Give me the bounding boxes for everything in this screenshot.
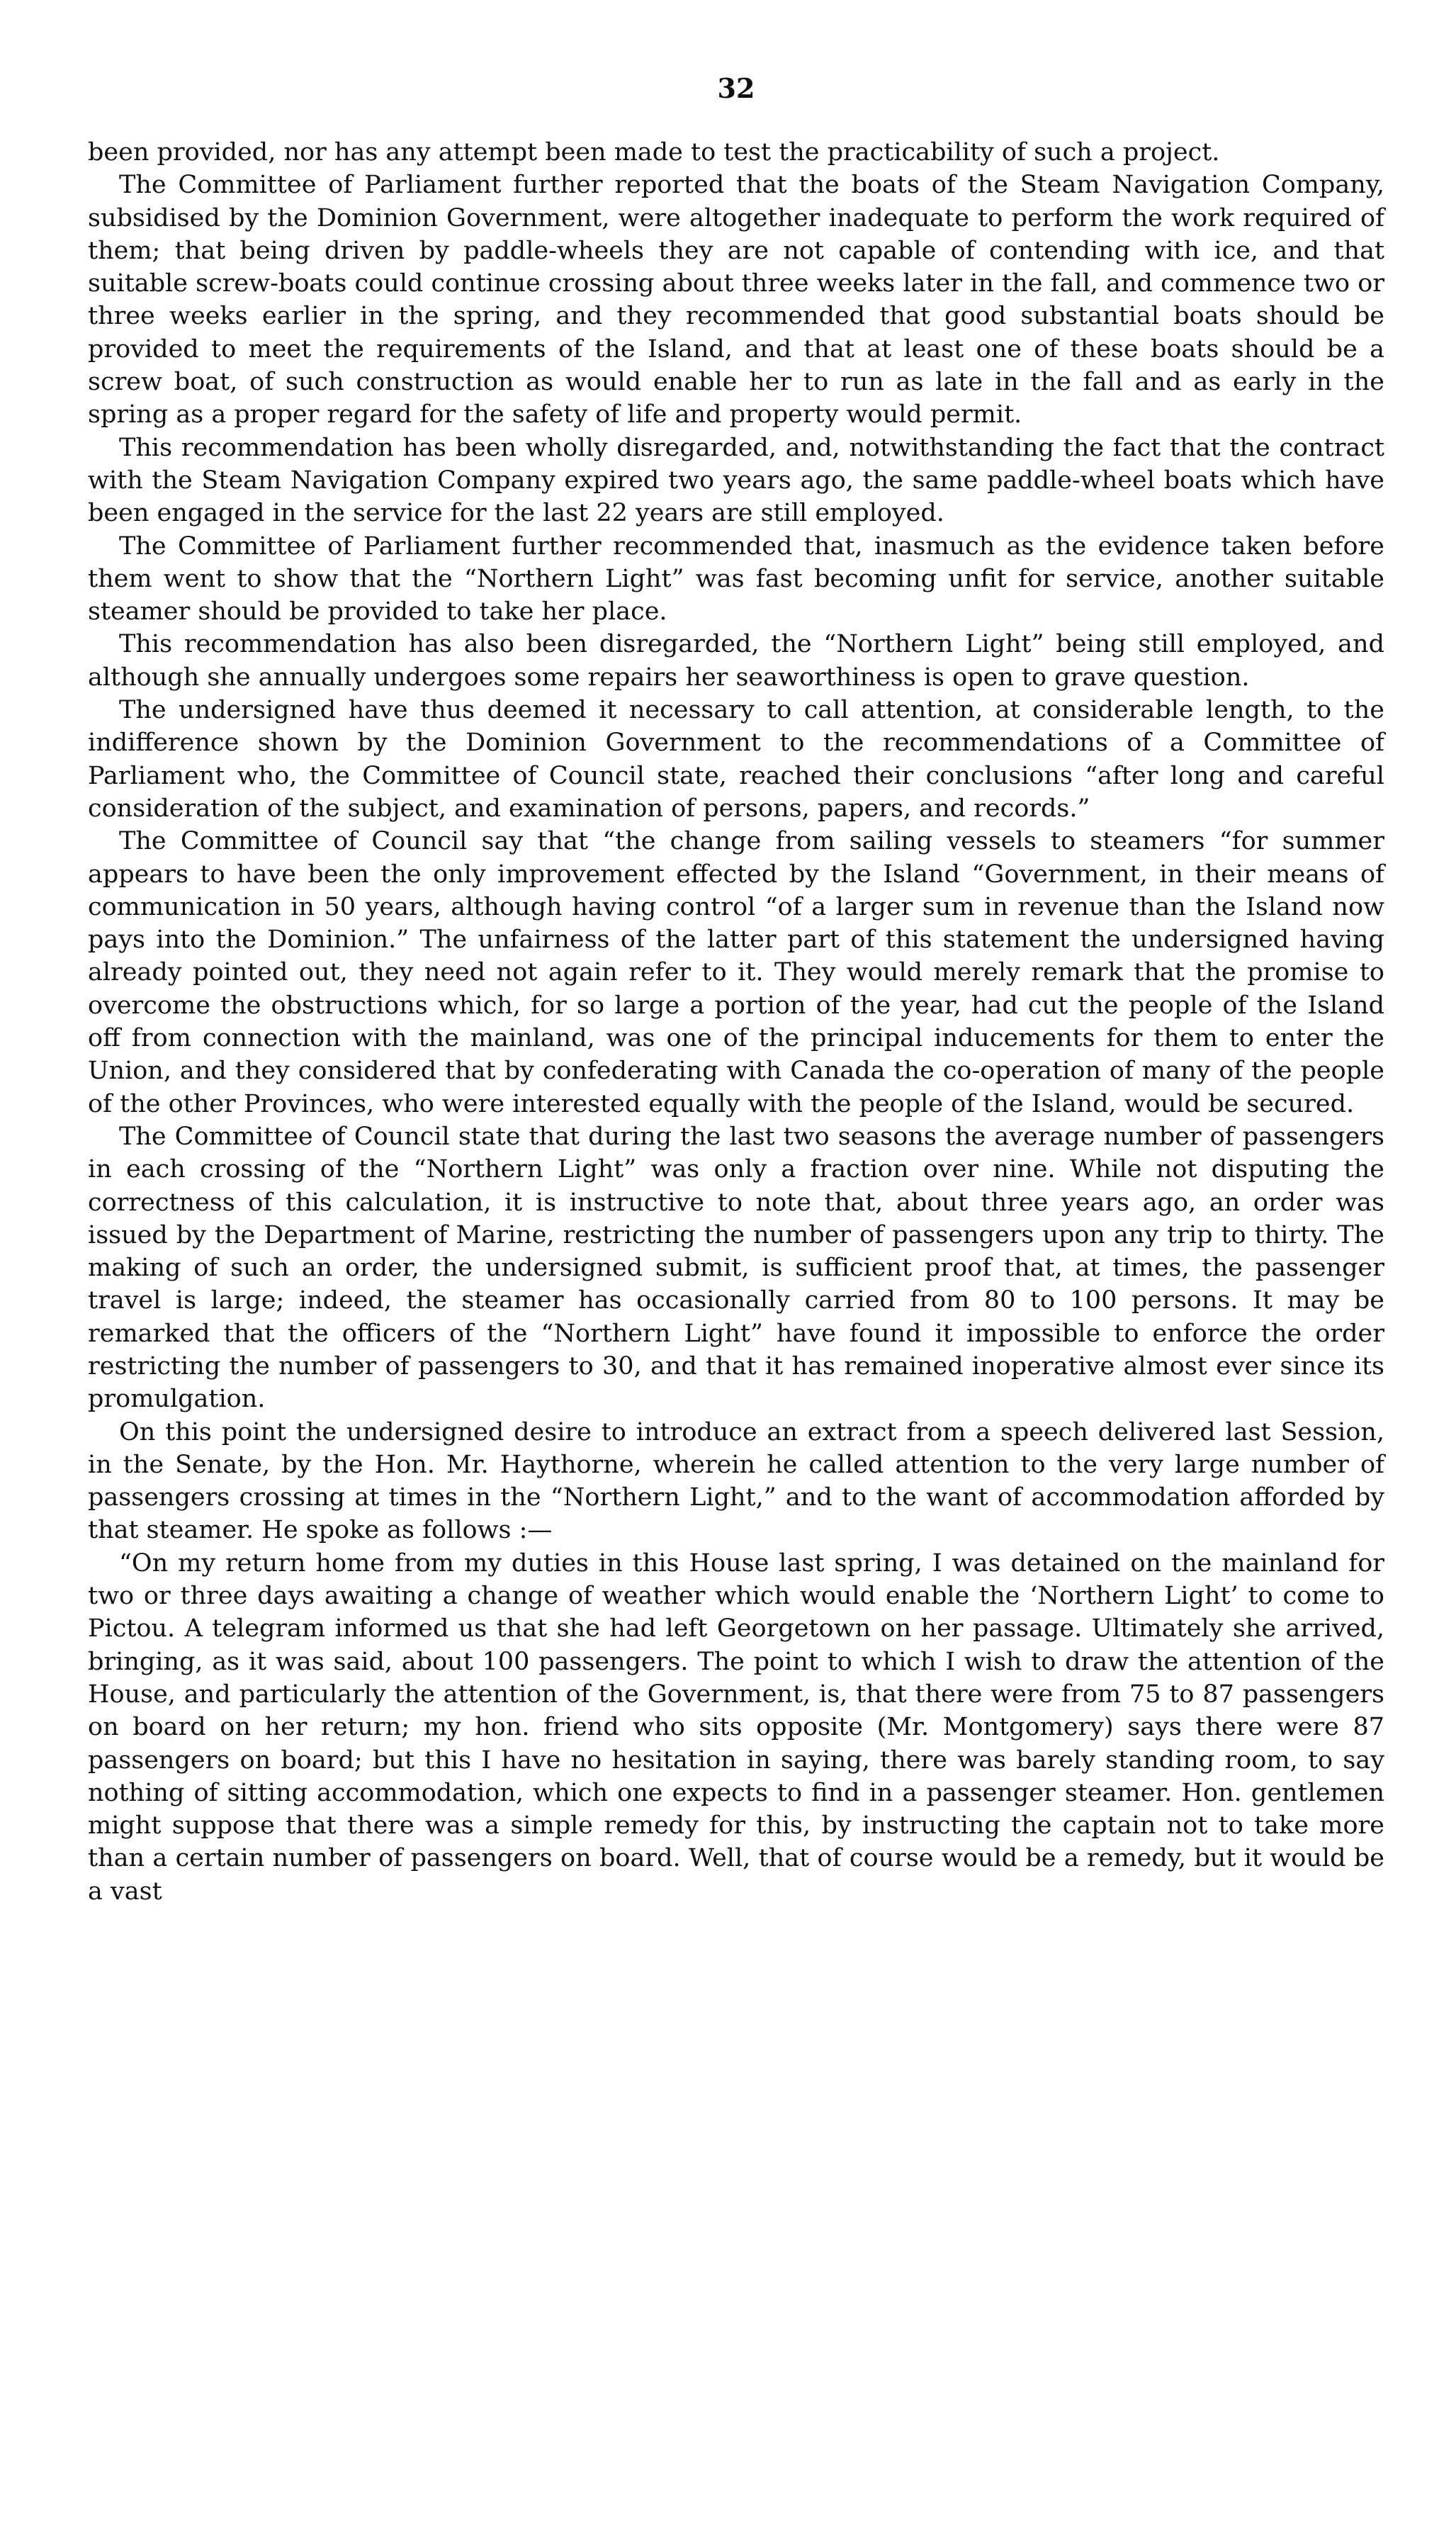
paragraph-1: been provided, nor has any attempt been made to test the practicability of such a project. <box>88 138 1220 167</box>
paragraph-8: The Committee of Council state that during the last two seasons the average number of passengers in each crossing of the “Northern Light” was only a fraction over nine. While not disputing the correctness of this calculation, it is instructive to note that, about three years ago, an order was issued by the Department of Marine, restricting the number of passengers upon any trip to thirty. The making of such an order, the undersigned submit, is sufficient proof that, at times, the passenger travel is large; indeed, the steamer has occasionally carried from 80 to 100 persons. It may be remarked that the officers of the “Northern Light” have found it impossible to enforce the order restricting the number of passengers to 30, and that it has remained inoperative almost ever since its promulgation. <box>88 1122 1384 1414</box>
paragraph-7: The Committee of Council say that “the change from sailing vessels to steamers “for summer appears to have been the only improvement effected by the Island “Government, in their means of communication in 50 years, although having control “of a larger sum in revenue than the Island now pays into the Dominion.” The unfairness of the latter part of this statement the undersigned having already pointed out, they need not again refer to it. They would merely remark that the promise to overcome the obstructions which, for so large a portion of the year, had cut the people of the Island off from connection with the mainland, was one of the principal inducements for them to enter the Union, and they considered that by confederating with Canada the co-operation of many of the people of the other Provinces, who were interested equally with the people of the Island, would be secured. <box>88 827 1384 1118</box>
document-body <box>88 136 1384 1908</box>
paragraph-6: The undersigned have thus deemed it necessary to call attention, at considerable length, to the indifference shown by the Dominion Government to the recommendations of a Committee of Parliament who, the Committee of Council state, reached their conclusions “after long and careful consideration of the subject, and examination of persons, papers, and records.” <box>88 696 1384 823</box>
document-page <box>88 71 1384 1908</box>
paragraph-5: This recommendation has also been disregarded, the “Northern Light” being still employed, and although she annually undergoes some repairs her seaworthiness is open to grave question. <box>88 630 1384 692</box>
page-number: 32 <box>717 72 755 104</box>
paragraph-4: The Committee of Parliament further recommended that, inasmuch as the evidence taken before them went to show that the “Northern Light” was fast becoming unfit for service, another suitable steamer should be provided to take her place. <box>88 532 1384 626</box>
quoted-speech-paragraph: “On my return home from my duties in this House last spring, I was detained on the mainland for two or three days awaiting a change of weather which would enable the ‘Northern Light’ to come to Pictou. A telegram informed us that she had left Georgetown on her passage. Ultimately she arrived, bringing, as it was said, about 100 passengers. The point to which I wish to draw the attention of the House, and particularly the attention of the Government, is, that there were from 75 to 87 passengers on board on her return; my hon. friend who sits opposite (Mr. Montgomery) says there were 87 passengers on board; but this I have no hesitation in saying, there was barely standing room, to say nothing of sitting accommodation, which one expects to find in a passenger steamer. Hon. gentlemen might suppose that there was a simple remedy for this, by instructing the captain not to take more than a certain number of passengers on board. Well, that of course would be a remedy, but it would be a vast <box>88 1548 1384 1906</box>
paragraph-3: This recommendation has been wholly disregarded, and, notwithstanding the fact that the contract with the Steam Navigation Company expired two years ago, the same paddle-wheel boats which have been engaged in the service for the last 22 years are still employed. <box>88 433 1384 528</box>
paragraph-2: The Committee of Parliament further reported that the boats of the Steam Navigation Company, subsidised by the Dominion Government, were altogether inadequate to perform the work required of them; that being driven by paddle-wheels they are not capable of contending with ice, and that suitable screw-boats could continue crossing about three weeks later in the fall, and commence two or three weeks earlier in the spring, and they recommended that good substantial boats should be provided to meet the requirements of the Island, and that at least one of these boats should be a screw boat, of such construction as would enable her to run as late in the fall and as early in the spring as a proper regard for the safety of life and property would permit. <box>88 171 1384 429</box>
paragraph-9: On this point the undersigned desire to introduce an extract from a speech delivered last Session, in the Senate, by the Hon. Mr. Haythorne, wherein he called attention to the very large number of passengers crossing at times in the “Northern Light,” and to the want of accommodation afforded by that steamer. He spoke as follows :— <box>88 1417 1384 1545</box>
